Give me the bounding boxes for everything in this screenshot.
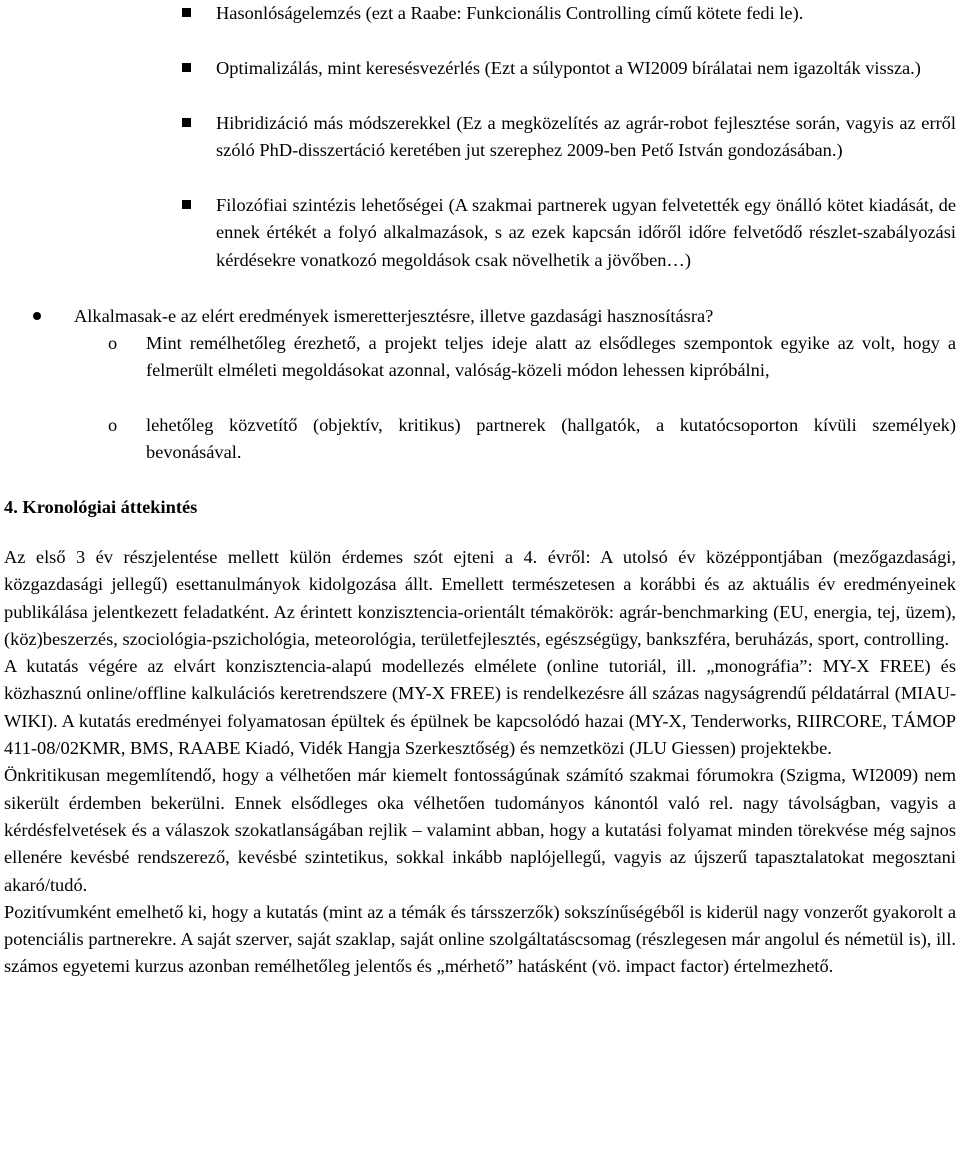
section-heading: 4. Kronológiai áttekintés [4, 497, 198, 517]
square-bullet-icon [182, 63, 191, 72]
list-item-level1: Alkalmasak-e az elért eredmények ismeretterjesztésre, illetve gazdasági hasznosításra? [74, 306, 714, 326]
round-bullet-icon [33, 312, 41, 320]
square-bullet-icon [182, 118, 191, 127]
list-item-level3: Filozófiai szintézis lehetőségei (A szakmai partnerek ugyan felvetették egy önálló kötet kiadását, de ennek értékét a folyó alkalmazások, s az ezek kapcsán időről időre felvetődő részlet-szabályozási kérdésekre vonatkozó megoldások csak növelhetik a jövőben…) [216, 195, 956, 270]
list-item-level2: Mint remélhetőleg érezhető, a projekt teljes ideje alatt az elsődleges szempontok egyike az volt, hogy a felmerült elméleti megoldásokat azonnal, valóság-közeli módon lehessen kipróbálni, [146, 333, 956, 381]
paragraph: Önkritikusan megemlítendő, hogy a vélhetően már kiemelt fontosságúnak számító szakmai fórumokra (Szigma, WI2009) nem sikerült érdemben bekerülni. Ennek elsődleges oka vélhetően tudományos kánontól való rel. nagy távolságban, vagyis a kérdésfelvetések és a válaszok szokatlanságában rejlik – valamint abban, hogy a kutatási folyamat minden törekvése még sajnos ellenére kevésbé rendszerező, kevésbé szintetikus, sokkal inkább naplójellegű, vagyis az újszerű tapasztalatokat megosztani akaró/tudó. [4, 765, 956, 895]
list-item-level3: Hasonlóságelemzés (ezt a Raabe: Funkcionális Controlling című kötete fedi le). [216, 3, 804, 23]
square-bullet-icon [182, 8, 191, 17]
circle-bullet-icon: o [108, 333, 118, 353]
square-bullet-icon [182, 200, 191, 209]
list-item-level3: Optimalizálás, mint keresésvezérlés (Ezt a súlypontot a WI2009 bírálatai nem igazolták vissza.) [216, 58, 921, 78]
body-text [4, 544, 956, 981]
paragraph: A kutatás végére az elvárt konzisztencia-alapú modellezés elmélete (online tutoriál, ill. „monográfia”: MY-X FREE) és közhasznú online/offline kalkulációs keretrendszere (MY-X FREE) is rendelkezésre áll százas nagyságrendű példatárral (MIAU-WIKI). A kutatás eredményei folyamatosan épültek és épülnek be kapcsolódó hazai (MY-X, Tenderworks, RIIRCORE, TÁMOP 411-08/02KMR, BMS, RAABE Kiadó, Vidék Hangja Szerkesztőség) és nemzetközi (JLU Giessen) projektekbe. [4, 656, 956, 759]
list-item-level2: lehetőleg közvetítő (objektív, kritikus) partnerek (hallgatók, a kutatócsoporton kívüli személyek) bevonásával. [146, 415, 956, 463]
circle-bullet-icon: o [108, 415, 118, 435]
paragraph: Az első 3 év részjelentése mellett külön érdemes szót ejteni a 4. évről: A utolsó év középpontjában (mezőgazdasági, közgazdasági jellegű) esettanulmányok kidolgozása állt. Emellett természetesen a korábbi és az aktuális év eredményeinek publikálása jelentkezett feladatként. Az érintett konzisztencia-orientált témakörök: agrár-benchmarking (EU, energia, tej, üzem), (köz)beszerzés, szociológia-pszichológia, meteorológia, területfejlesztés, egészségügy, bankszféra, beruházás, sport, controlling. [4, 547, 956, 649]
paragraph: Pozitívumként emelhető ki, hogy a kutatás (mint az a témák és társszerzők) sokszínűségéből is kiderül nagy vonzerőt gyakorolt a potenciális partnerekre. A saját szerver, saját szaklap, saját online szolgáltatáscsomag (részlegesen már angolul és németül is), ill. számos egyetemi kurzus azonban remélhetőleg jelentős és „mérhető” hatásként (vö. impact factor) értelmezhető. [4, 901, 956, 977]
list-item-level3: Hibridizáció más módszerekkel (Ez a megközelítés az agrár-robot fejlesztése során, vagyis az erről szóló PhD-disszertáció keretében jut szerephez 2009-ben Pető István gondozásában.) [216, 113, 956, 161]
